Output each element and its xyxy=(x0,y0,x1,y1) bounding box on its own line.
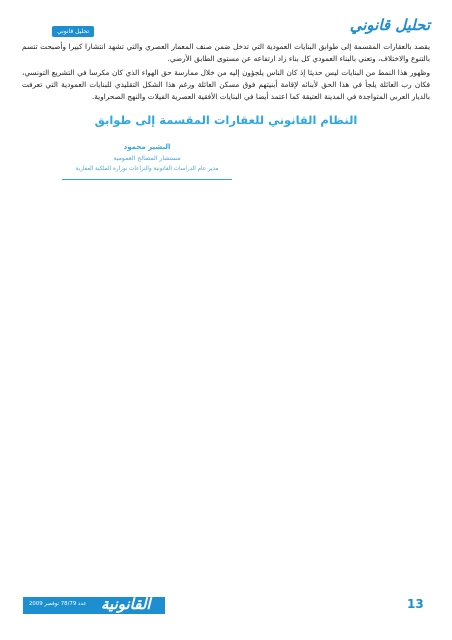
issue-info: عدد 78/79 نوفمبر 2009 xyxy=(29,601,87,607)
author-name: البشير محمود xyxy=(123,143,171,151)
author-block xyxy=(62,142,232,175)
footer-banner xyxy=(23,597,165,614)
body-paragraph-1: يقصد بالعقارات المقسمة إلى طوابق البنايات العمودية التي تدخل ضمن صنف المعمار العصري والتي تشهد انتشارا كبيرا وأصبحت تتسم بالتنوع والاختلاف، وتعني بالبناء العمودي كل بناء زاد ارتفاعه عن مستوى الطابق الأرضي. xyxy=(22,42,430,64)
header-title: تحليل قانوني xyxy=(349,16,430,34)
author-role-2: مدير عام الدراسات القانونية والنزاعات بوزارة الملكية العقارية xyxy=(75,166,219,172)
section-tag: تحليل قانوني xyxy=(52,26,94,37)
magazine-logo: القانونية xyxy=(101,595,151,613)
author-role-1: مستشار المصالح العمومية xyxy=(113,155,181,162)
section-title: النظام القانوني للعقارات المقسمة إلى طوابق xyxy=(94,113,358,127)
page-number: 13 xyxy=(407,597,424,611)
author-divider xyxy=(62,179,232,180)
body-paragraph-2: وظهور هذا النمط من البنايات ليس حديثا إذ كان الناس يلجؤون إليه من خلال ممارسة حق الهواء الذي كان مكرسا في التشريع التونسي، فكان رب العائلة يلجأ في هذا الحق لأبنائه لإقامة أبنيتهم فوق مسكن العائلة ورغم هذا الشكل التقليدي للبنايات العمودية التي تعرفت بالديار العربي المتواجدة في المدينة العتيقة كما اعتمد أيضا في البنايات الأفقية العصرية الفيلات والنهج الصحراوية. xyxy=(22,68,430,102)
